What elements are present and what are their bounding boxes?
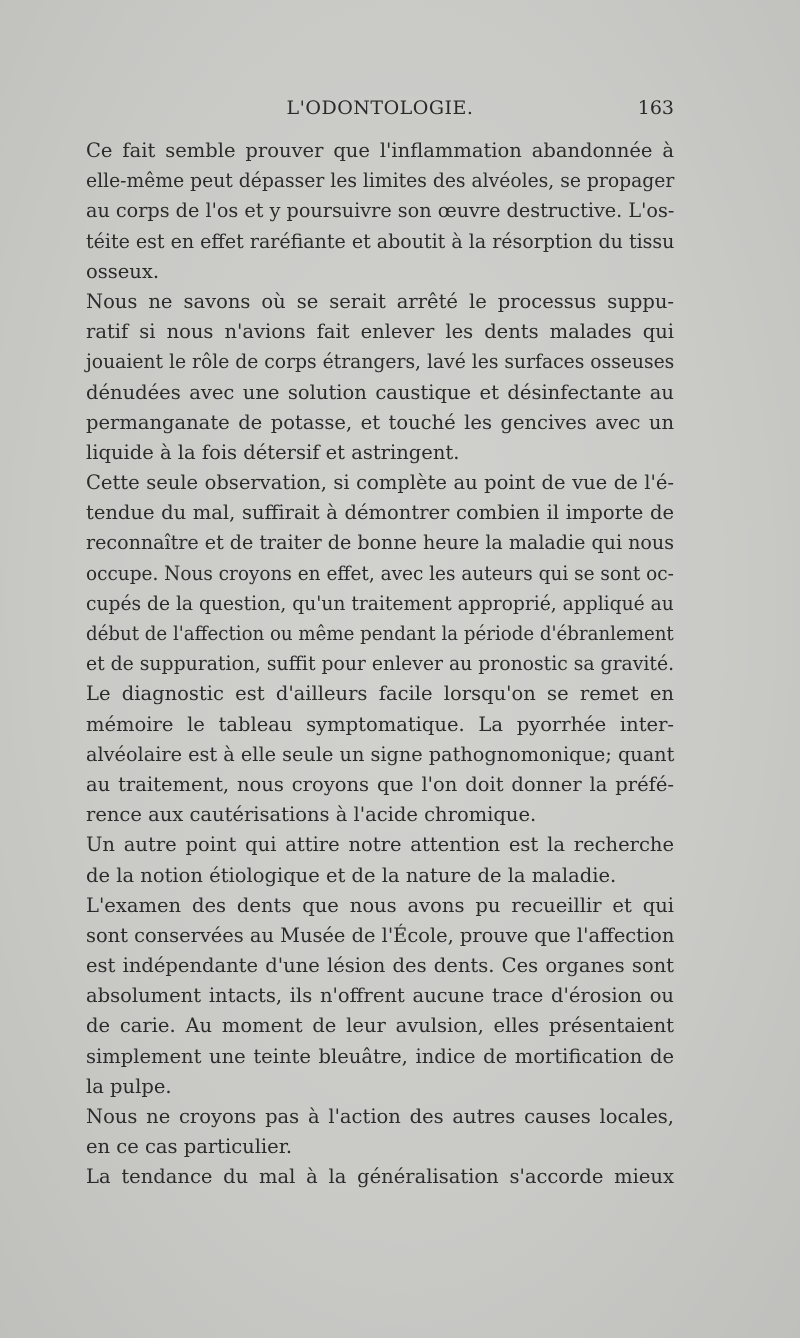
text-line: au traitement, nous croyons que l'on doit donner la préfé- (86, 772, 674, 796)
text-line: Le diagnostic est d'ailleurs facile lorsqu'on se remet en (86, 682, 674, 706)
paragraph (86, 287, 674, 468)
text-line: tendue du mal, suffirait à démontrer combien il importe de (86, 501, 674, 525)
body-text (86, 136, 674, 1193)
text-line: elle-même peut dépasser les limites des alvéoles, se propager (86, 169, 675, 193)
text-line: L'examen des dents que nous avons pu recueillir et qui (86, 893, 674, 917)
text-line: La tendance du mal à la généralisation s'accorde mieux (86, 1165, 674, 1189)
text-line: de carie. Au moment de leur avulsion, elles présentaient (86, 1014, 674, 1038)
text-line: Nous ne savons où se serait arrêté le processus suppu- (86, 289, 674, 313)
text-line: Ce fait semble prouver que l'inflammation abandonnée à (86, 139, 674, 162)
text-line: ratif si nous n'avions fait enlever les dents malades qui (86, 320, 674, 344)
page-number: 163 (637, 97, 674, 119)
text-line: occupe. Nous croyons en effet, avec les auteurs qui se sont oc- (86, 561, 674, 585)
paragraph (86, 136, 674, 287)
text-line: au corps de l'os et y poursuivre son œuvre destructive. L'os- (86, 199, 675, 223)
text-line: liquide à la fois détersif et astringent. (86, 440, 460, 464)
text-line: Nous ne croyons pas à l'action des autres causes locales, (86, 1105, 674, 1128)
text-line: permanganate de potasse, et touché les gencives avec un (86, 410, 674, 434)
text-line: rence aux cautérisations à l'acide chromique. (86, 803, 537, 827)
text-line: reconnaître et de traiter de bonne heure la maladie qui nous (86, 531, 674, 555)
text-line: simplement une teinte bleuâtre, indice de mortification de (86, 1044, 674, 1068)
paragraph (86, 891, 674, 1102)
text-line: en ce cas particulier. (86, 1135, 293, 1159)
text-line: osseux. (86, 259, 160, 283)
text-line: et de suppuration, suffit pour enlever au pronostic sa gravité. (86, 652, 675, 676)
text-line: jouaient le rôle de corps étrangers, lavé les surfaces osseuses (86, 350, 675, 374)
text-line: Cette seule observation, si complète au point de vue de l'é- (86, 471, 674, 495)
text-line: alvéolaire est à elle seule un signe pathognomonique; quant (86, 742, 675, 766)
text-line: la pulpe. (86, 1074, 172, 1098)
paragraph (86, 1102, 674, 1162)
running-title: L'ODONTOLOGIE. (286, 97, 474, 119)
text-line: dénudées avec une solution caustique et désinfectante au (86, 380, 674, 404)
text-line: téite est en effet raréfiante et aboutit à la résorption du tissu (86, 229, 675, 253)
running-head (86, 97, 674, 127)
paragraph (86, 679, 674, 830)
text-line: absolument intacts, ils n'offrent aucune trace d'érosion ou (86, 984, 674, 1008)
text-line: sont conservées au Musée de l'École, prouve que l'affection (86, 923, 675, 947)
paragraph (86, 1162, 674, 1192)
paragraph (86, 830, 674, 890)
paragraph (86, 468, 674, 679)
text-line: mémoire le tableau symptomatique. La pyorrhée inter- (86, 712, 674, 736)
text-line: est indépendante d'une lésion des dents. Ces organes sont (86, 954, 674, 978)
text-line: Un autre point qui attire notre attention est la recherche (86, 833, 674, 857)
text-line: début de l'affection ou même pendant la période d'ébranlement (86, 622, 674, 645)
text-line: cupés de la question, qu'un traitement approprié, appliqué au (86, 591, 674, 615)
text-line: de la notion étiologique et de la nature de la maladie. (86, 863, 617, 887)
